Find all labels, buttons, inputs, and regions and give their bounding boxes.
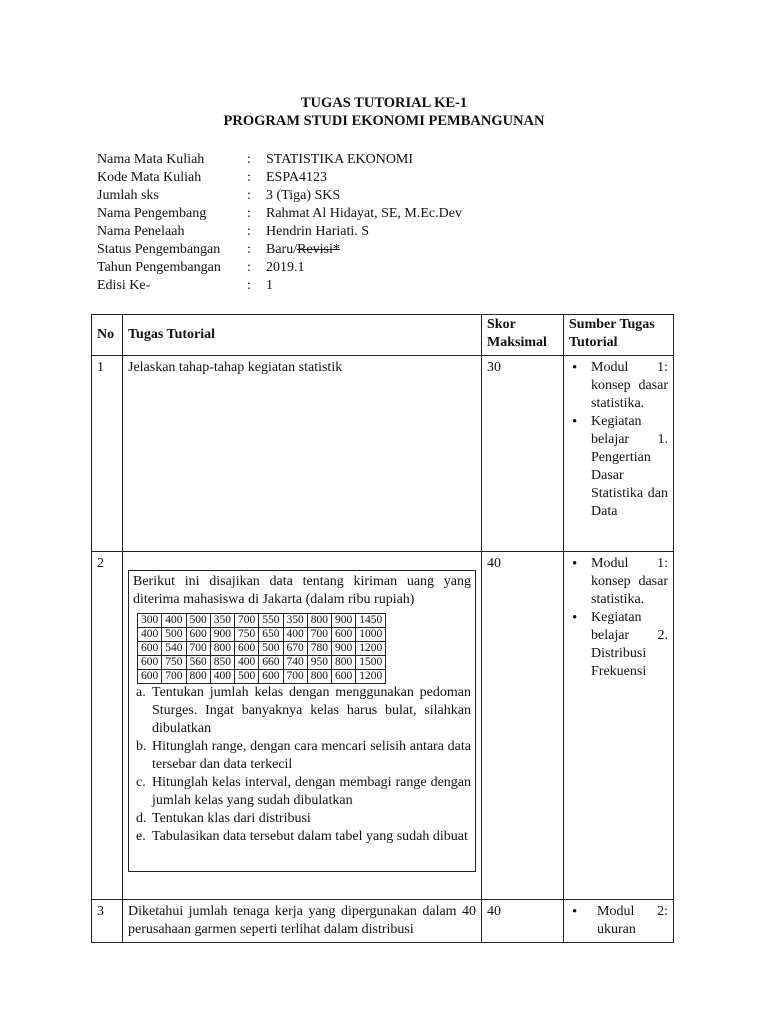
data-row	[138, 670, 386, 684]
course-info-table	[97, 151, 462, 295]
question-item	[133, 774, 471, 810]
question-text: Hitunglah kelas interval, dengan membagi range dengan jumlah kelas yang sudah dibulatkan	[152, 775, 471, 808]
question-text: Tentukan klas dari distribusi	[152, 811, 311, 826]
info-key: Nama Pengembang	[97, 206, 207, 221]
data-row	[138, 614, 386, 628]
document-subtitle: PROGRAM STUDI EKONOMI PEMBANGUNAN	[223, 113, 545, 129]
data-cell: 740	[283, 656, 307, 670]
header-source: Sumber Tugas Tutorial	[564, 315, 674, 356]
data-cell: 1000	[356, 628, 386, 642]
question-letter: d.	[136, 811, 147, 826]
info-key: Nama Penelaah	[97, 224, 185, 239]
data-cell: 600	[138, 642, 162, 656]
status-struck: Revisi*	[297, 242, 340, 257]
info-value: ESPA4123	[266, 170, 327, 185]
info-row	[97, 151, 462, 169]
info-key: Jumlah sks	[97, 188, 159, 203]
question-item	[133, 810, 471, 828]
info-key: Status Pengembangan	[97, 242, 221, 257]
info-row	[97, 241, 462, 259]
data-cell: 750	[162, 656, 186, 670]
question-letter: b.	[136, 739, 147, 754]
task-source	[564, 900, 674, 943]
info-row	[97, 205, 462, 223]
data-cell: 500	[235, 670, 259, 684]
info-colon: :	[247, 152, 251, 167]
info-colon: :	[247, 242, 251, 257]
source-item: • Modul 2: ukuran	[569, 903, 668, 939]
task-source	[564, 552, 674, 900]
data-cell: 600	[332, 628, 356, 642]
info-value: 2019.1	[266, 260, 305, 275]
data-cell: 400	[235, 656, 259, 670]
info-colon: :	[247, 170, 251, 185]
question-item	[133, 684, 471, 738]
task-number: 2	[92, 552, 123, 900]
data-cell: 400	[283, 628, 307, 642]
info-key: Edisi Ke-	[97, 278, 151, 293]
source-list	[569, 359, 668, 521]
info-row	[97, 277, 462, 295]
data-cell: 750	[235, 628, 259, 642]
data-cell: 1450	[356, 614, 386, 628]
question-letter: c.	[136, 775, 146, 790]
question-item	[133, 828, 471, 846]
info-value: 3 (Tiga) SKS	[266, 188, 341, 203]
info-value: 1	[266, 278, 273, 293]
data-cell: 500	[162, 628, 186, 642]
status-current: Baru/	[266, 242, 298, 257]
task-row	[92, 356, 674, 552]
data-cell: 950	[307, 656, 331, 670]
header-task: Tugas Tutorial	[123, 315, 482, 356]
data-cell: 800	[307, 670, 331, 684]
source-item: • Kegiatan belajar 2. Distribusi Frekuensi	[569, 609, 668, 681]
data-cell: 1200	[356, 670, 386, 684]
task-row	[92, 900, 674, 943]
data-row	[138, 656, 386, 670]
data-cell: 800	[210, 642, 234, 656]
task-content	[123, 552, 482, 900]
info-key: Tahun Pengembangan	[97, 260, 221, 275]
data-cell: 700	[307, 628, 331, 642]
info-value: Hendrin Hariati. S	[266, 224, 370, 239]
data-table	[137, 613, 386, 684]
tutorial-task-table	[91, 314, 674, 943]
task-score: 30	[482, 356, 564, 552]
question-item	[133, 738, 471, 774]
data-cell: 600	[259, 670, 283, 684]
data-row	[138, 628, 386, 642]
data-cell: 600	[332, 670, 356, 684]
data-cell: 600	[138, 656, 162, 670]
data-cell: 700	[162, 670, 186, 684]
source-item: • Modul 1: konsep dasar statistika.	[569, 359, 668, 413]
task-text: Diketahui jumlah tenaga kerja yang dipergunakan dalam 40 perusahaan garmen seperti terlihat dalam distribusi	[123, 900, 482, 943]
data-cell: 600	[186, 628, 210, 642]
data-cell: 350	[210, 614, 234, 628]
info-colon: :	[247, 188, 251, 203]
data-cell: 780	[307, 642, 331, 656]
source-list	[569, 555, 668, 681]
question-text: Tentukan jumlah kelas dengan menggunakan pedoman Sturges. Ingat banyaknya kelas harus bulat, silahkan dibulatkan	[152, 685, 471, 736]
table-header-row	[92, 315, 674, 356]
question-text: Hitunglah range, dengan cara mencari selisih antara data tersebar dan data terkecil	[152, 739, 471, 772]
info-value: Rahmat Al Hidayat, SE, M.Ec.Dev	[266, 206, 462, 221]
data-cell: 700	[235, 614, 259, 628]
info-row	[97, 169, 462, 187]
data-cell: 350	[283, 614, 307, 628]
data-cell: 1500	[356, 656, 386, 670]
data-cell: 500	[259, 642, 283, 656]
data-cell: 500	[186, 614, 210, 628]
question-letter: a.	[136, 685, 146, 700]
task-number: 3	[92, 900, 123, 943]
data-cell: 900	[210, 628, 234, 642]
data-row	[138, 642, 386, 656]
question-letter: e.	[136, 829, 146, 844]
data-cell: 560	[186, 656, 210, 670]
data-cell: 800	[307, 614, 331, 628]
data-cell: 540	[162, 642, 186, 656]
info-row	[97, 259, 462, 277]
header-score: Skor Maksimal	[482, 315, 564, 356]
data-cell: 400	[210, 670, 234, 684]
info-key: Nama Mata Kuliah	[97, 152, 205, 167]
info-row	[97, 223, 462, 241]
question-list	[133, 684, 471, 846]
data-cell: 400	[162, 614, 186, 628]
data-cell: 670	[283, 642, 307, 656]
info-key: Kode Mata Kuliah	[97, 170, 202, 185]
data-cell: 660	[259, 656, 283, 670]
header-no: No	[92, 315, 123, 356]
info-colon: :	[247, 278, 251, 293]
data-cell: 900	[332, 642, 356, 656]
data-cell: 900	[332, 614, 356, 628]
source-item: • Modul 1: konsep dasar statistika.	[569, 555, 668, 609]
data-cell: 400	[138, 628, 162, 642]
task-box	[128, 570, 476, 872]
task-row	[92, 552, 674, 900]
data-cell: 300	[138, 614, 162, 628]
document-title: TUGAS TUTORIAL KE-1	[300, 95, 468, 111]
data-cell: 850	[210, 656, 234, 670]
data-cell: 600	[138, 670, 162, 684]
task-number: 1	[92, 356, 123, 552]
data-cell: 800	[186, 670, 210, 684]
info-value: STATISTIKA EKONOMI	[266, 152, 414, 167]
info-colon: :	[247, 260, 251, 275]
data-cell: 650	[259, 628, 283, 642]
data-cell: 700	[186, 642, 210, 656]
task-intro: Berikut ini disajikan data tentang kiriman uang yang diterima mahasiswa di Jakarta (dalam ribu rupiah)	[133, 574, 471, 607]
task-score: 40	[482, 900, 564, 943]
source-list	[569, 903, 668, 939]
data-cell: 700	[283, 670, 307, 684]
task-source	[564, 356, 674, 552]
data-cell: 550	[259, 614, 283, 628]
info-colon: :	[247, 224, 251, 239]
data-cell: 600	[235, 642, 259, 656]
task-text: Jelaskan tahap-tahap kegiatan statistik	[123, 356, 482, 552]
source-item: • Kegiatan belajar 1. Pengertian Dasar Statistika dan Data	[569, 413, 668, 521]
info-colon: :	[247, 206, 251, 221]
info-row	[97, 187, 462, 205]
data-cell: 1200	[356, 642, 386, 656]
task-score: 40	[482, 552, 564, 900]
data-cell: 800	[332, 656, 356, 670]
info-value	[266, 241, 462, 259]
question-text: Tabulasikan data tersebut dalam tabel yang sudah dibuat	[152, 829, 468, 844]
